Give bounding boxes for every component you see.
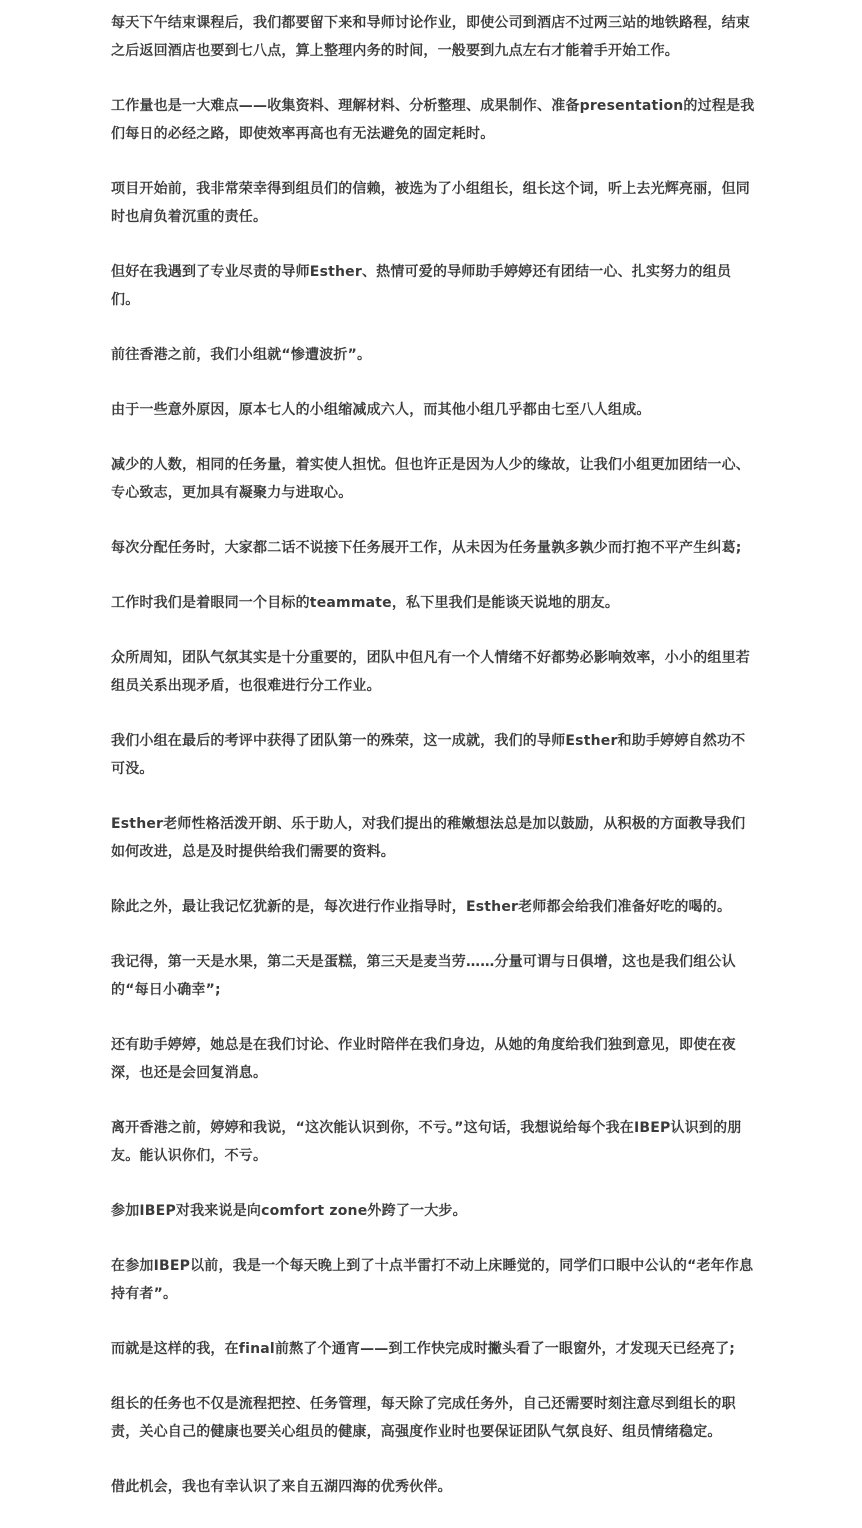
- paragraph-8: 每次分配任务时，大家都二话不说接下任务展开工作，从未因为任务量孰多孰少而打抱不平产生纠葛;: [111, 540, 742, 556]
- paragraph-4: 但好在我遇到了专业尽责的导师Esther、热情可爱的导师助手婷婷还有团结一心、扎实努力的组员们。: [111, 264, 732, 308]
- paragraph-10: 众所周知，团队气氛其实是十分重要的，团队中但凡有一个人情绪不好都势必影响效率，小小的组里若组员关系出现矛盾，也很难进行分工作业。: [111, 650, 750, 694]
- paragraph-18: 在参加IBEP以前，我是一个每天晚上到了十点半雷打不动上床睡觉的，同学们口眼中公认的“老年作息持有者”。: [111, 1258, 754, 1302]
- paragraph-6: 由于一些意外原因，原本七人的小组缩减成六人，而其他小组几乎都由七至八人组成。: [111, 402, 651, 418]
- paragraph-16: 离开香港之前，婷婷和我说，“这次能认识到你，不亏。”这句话，我想说给每个我在IBEP认识到的朋友。能认识你们，不亏。: [111, 1120, 742, 1164]
- paragraph-14: 我记得，第一天是水果，第二天是蛋糕，第三天是麦当劳……分量可谓与日俱增，这也是我们组公认的“每日小确幸”;: [111, 954, 736, 998]
- article-body: [111, 9, 756, 1528]
- paragraph-21: 借此机会，我也有幸认识了来自五湖四海的优秀伙伴。: [111, 1479, 452, 1495]
- paragraph-1: 每天下午结束课程后，我们都要留下来和导师讨论作业，即使公司到酒店不过两三站的地铁路程，结束之后返回酒店也要到七八点，算上整理内务的时间，一般要到九点左右才能着手开始工作。: [111, 15, 750, 59]
- paragraph-5: 前往香港之前，我们小组就“惨遭波折”。: [111, 347, 372, 363]
- paragraph-17: 参加IBEP对我来说是向comfort zone外跨了一大步。: [111, 1203, 467, 1219]
- paragraph-15: 还有助手婷婷，她总是在我们讨论、作业时陪伴在我们身边，从她的角度给我们独到意见，即使在夜深，也还是会回复消息。: [111, 1037, 736, 1081]
- paragraph-12: Esther老师性格活泼开朗、乐于助人，对我们提出的稚嫩想法总是加以鼓励，从积极的方面教导我们如何改进，总是及时提供给我们需要的资料。: [111, 816, 746, 860]
- paragraph-20: 组长的任务也不仅是流程把控、任务管理，每天除了完成任务外，自己还需要时刻注意尽到组长的职责，关心自己的健康也要关心组员的健康，高强度作业时也要保证团队气氛良好、组员情绪稳定。: [111, 1396, 736, 1440]
- paragraph-7: 减少的人数，相同的任务量，着实使人担忧。但也许正是因为人少的缘故，让我们小组更加团结一心、专心致志，更加具有凝聚力与进取心。: [111, 457, 750, 501]
- paragraph-11: 我们小组在最后的考评中获得了团队第一的殊荣，这一成就，我们的导师Esther和助手婷婷自然功不可没。: [111, 733, 746, 777]
- paragraph-13: 除此之外，最让我记忆犹新的是，每次进行作业指导时，Esther老师都会给我们准备好吃的喝的。: [111, 899, 732, 915]
- paragraph-2: 工作量也是一大难点——收集资料、理解材料、分析整理、成果制作、准备presentation的过程是我们每日的必经之路，即使效率再高也有无法避免的固定耗时。: [111, 98, 755, 142]
- paragraph-19: 而就是这样的我，在final前熬了个通宵——到工作快完成时撇头看了一眼窗外，才发现天已经亮了;: [111, 1341, 736, 1357]
- paragraph-3: 项目开始前，我非常荣幸得到组员们的信赖，被选为了小组组长，组长这个词，听上去光辉亮丽，但同时也肩负着沉重的责任。: [111, 181, 750, 225]
- paragraph-9: 工作时我们是着眼同一个目标的teammate，私下里我们是能谈天说地的朋友。: [111, 595, 620, 611]
